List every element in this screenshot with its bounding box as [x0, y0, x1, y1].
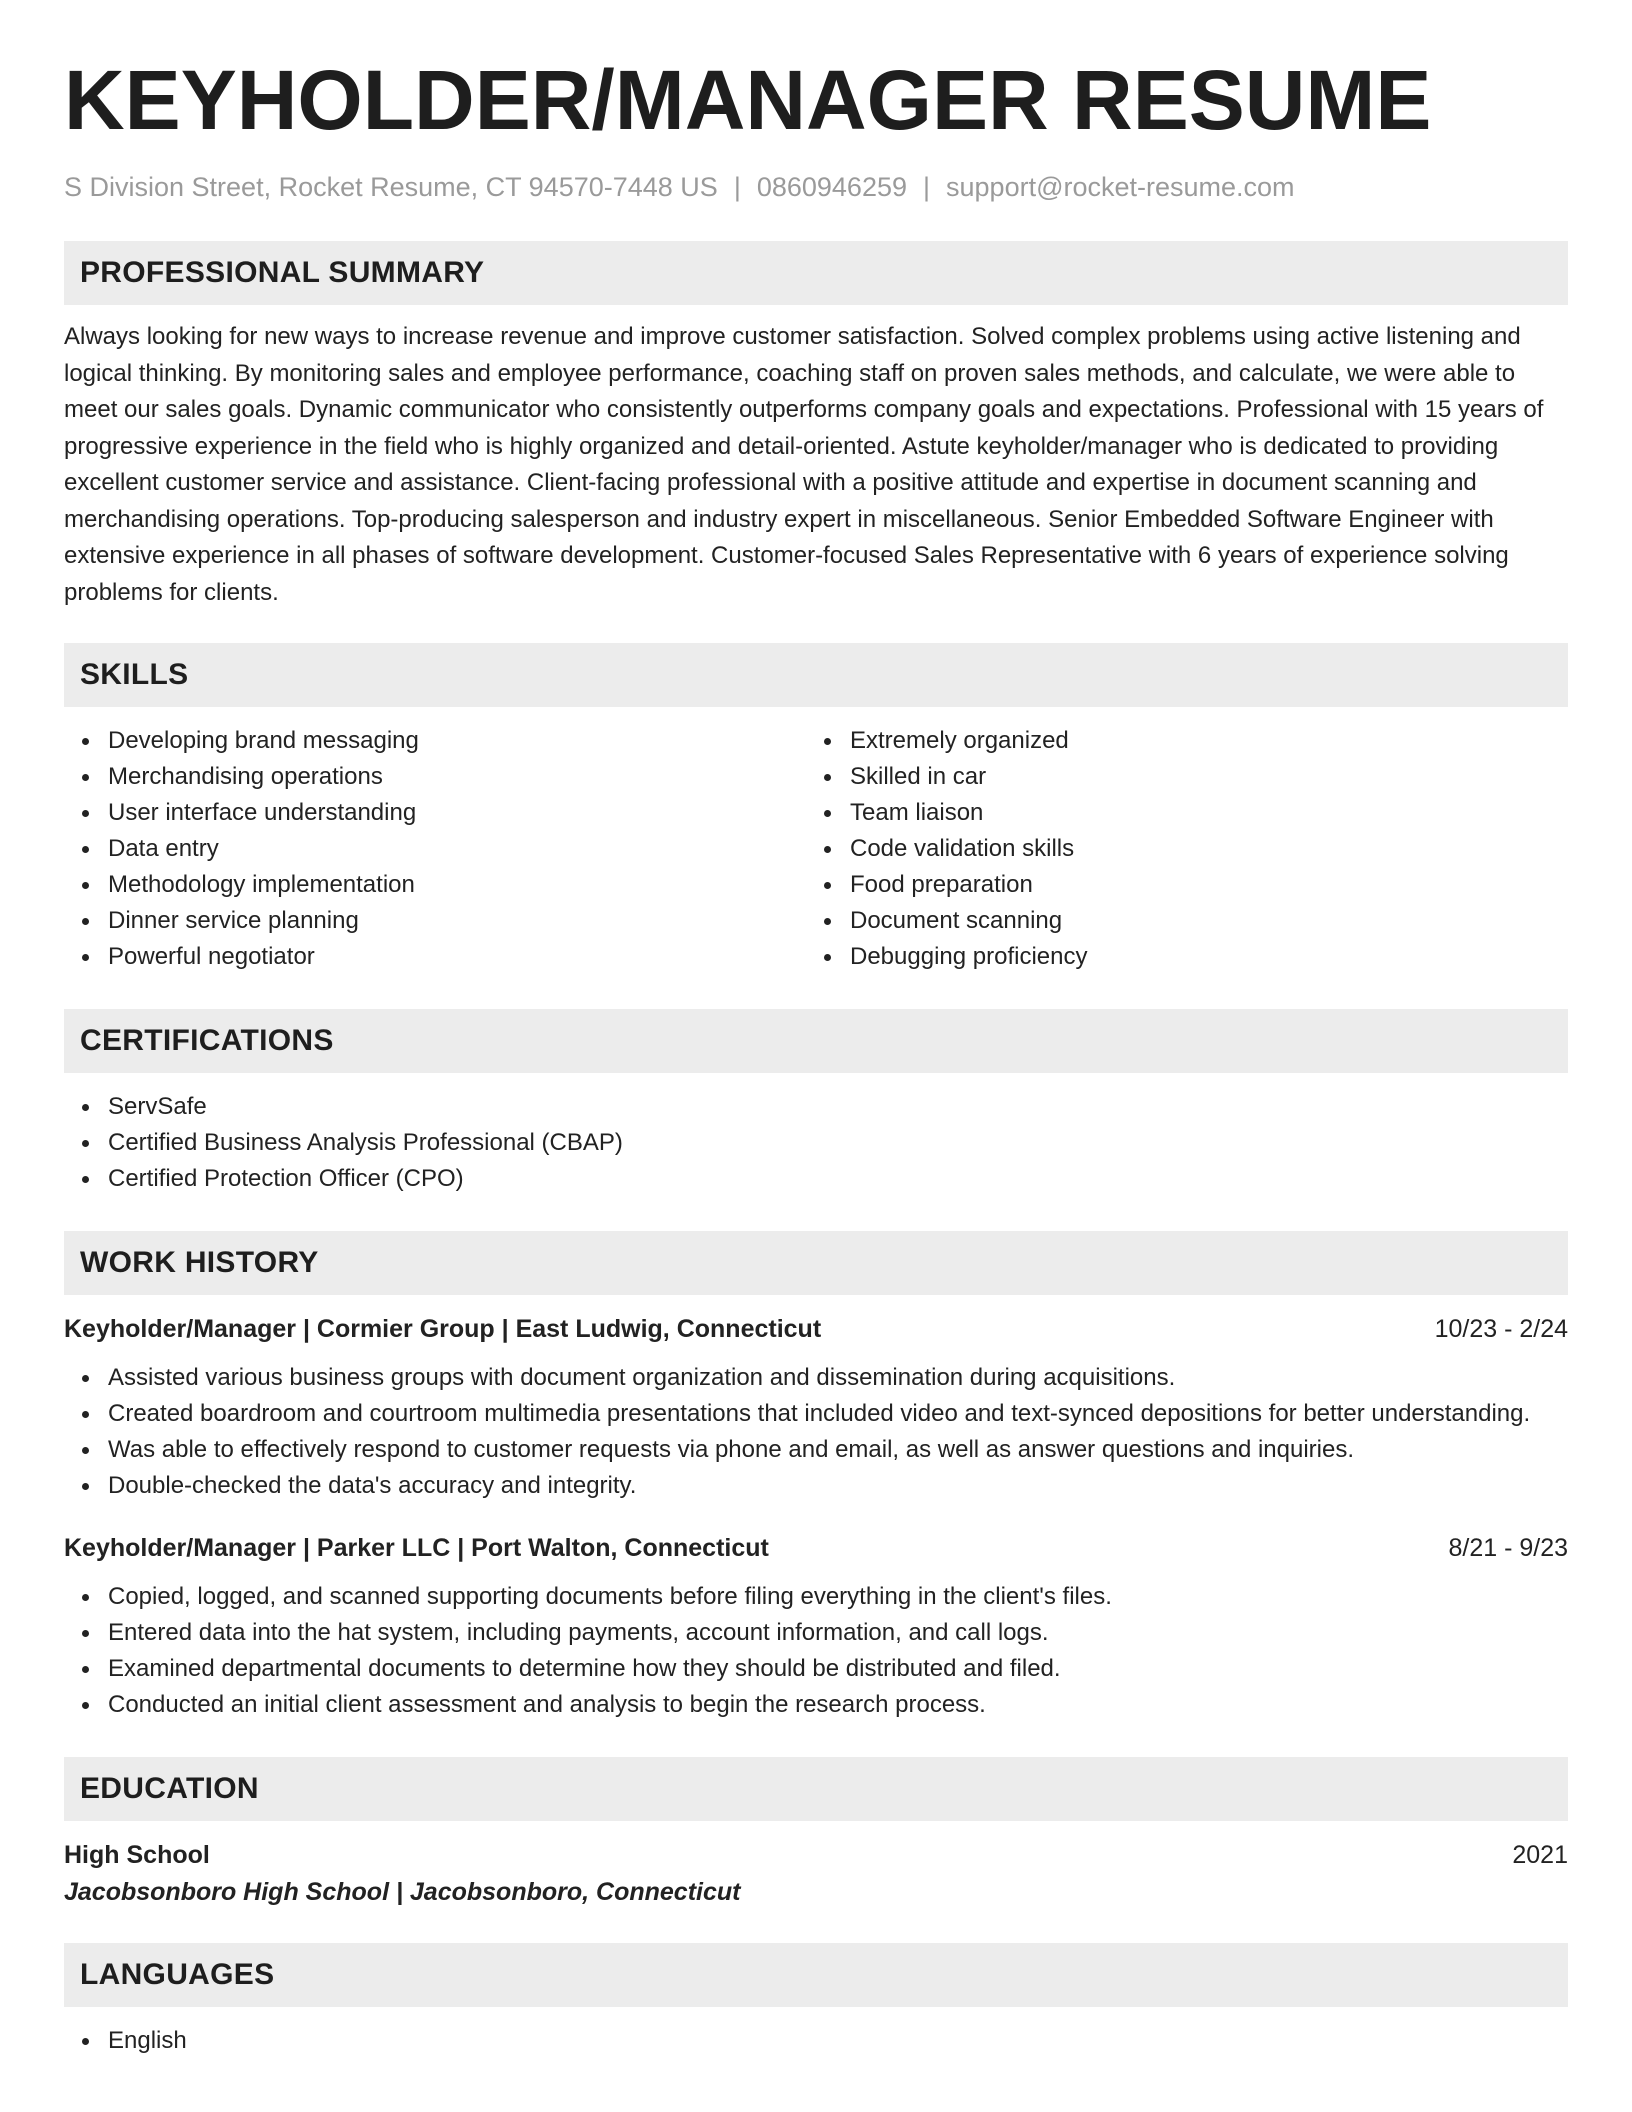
summary-text: Always looking for new ways to increase revenue and improve customer satisfaction. Solved complex problems using active listening and logical thinking. By monitoring sales and employee performance, coaching staff on proven sales methods, and calculate, we were able to meet our sales goals. Dynamic communicator who consistently outperforms company goals and expectations. Professional with 15 years of progressive experience in the field who is highly organized and detail-oriented. Astute keyholder/manager who is dedicated to providing excellent customer service and assistance. Client-facing professional with a positive attitude and expertise in document scanning and merchandising operations. Top-producing salesperson and industry expert in miscellaneous. Senior Embedded Software Engineer with extensive experience in all phases of software development. Customer-focused Sales Representative with 6 years of experience solving problems for clients. — [64, 323, 1544, 606]
certification-item: Certified Protection Officer (CPO) — [64, 1161, 1568, 1197]
education-year: 2021 — [1512, 1841, 1568, 1869]
skills-section — [64, 643, 1568, 975]
job-title: Keyholder/Manager | Cormier Group | East Ludwig, Connecticut — [64, 1315, 822, 1343]
skill-item: Data entry — [64, 831, 806, 867]
education-header — [64, 1841, 1568, 1870]
skill-item: Skilled in car — [806, 759, 1548, 795]
education-entry — [64, 1841, 1568, 1907]
contact-email: support@rocket-resume.com — [946, 172, 1295, 202]
skill-item: Extremely organized — [806, 723, 1548, 759]
languages-section — [64, 1943, 1568, 2059]
skills-grid — [64, 723, 1568, 975]
resume-header — [64, 53, 1568, 203]
job-entry — [64, 1534, 1568, 1723]
job-bullet: Copied, logged, and scanned supporting documents before filing everything in the client's files. — [64, 1579, 1568, 1615]
skill-item: Dinner service planning — [64, 903, 806, 939]
certification-item: Certified Business Analysis Professional (CBAP) — [64, 1125, 1568, 1161]
skill-item: Methodology implementation — [64, 867, 806, 903]
languages-list — [64, 2023, 1568, 2059]
contact-address: S Division Street, Rocket Resume, CT 94570-7448 US — [64, 172, 718, 202]
certifications-list — [64, 1089, 1568, 1197]
skill-item: User interface understanding — [64, 795, 806, 831]
section-heading-languages: LANGUAGES — [64, 1943, 1568, 2007]
education-school: Jacobsonboro High School | Jacobsonboro, Connecticut — [64, 1878, 741, 1906]
section-heading-skills: SKILLS — [64, 643, 1568, 707]
job-header — [64, 1534, 1568, 1563]
job-title: Keyholder/Manager | Parker LLC | Port Walton, Connecticut — [64, 1534, 769, 1562]
skill-item: Debugging proficiency — [806, 939, 1548, 975]
job-bullet: Was able to effectively respond to customer requests via phone and email, as well as answer questions and inquiries. — [64, 1432, 1568, 1468]
contact-phone: 0860946259 — [756, 172, 907, 202]
job-bullet: Conducted an initial client assessment and analysis to begin the research process. — [64, 1687, 1568, 1723]
job-bullet: Double-checked the data's accuracy and integrity. — [64, 1468, 1568, 1504]
contact-separator: | — [733, 172, 741, 202]
education-section — [64, 1757, 1568, 1907]
job-bullet: Assisted various business groups with document organization and dissemination during acquisitions. — [64, 1360, 1568, 1396]
skill-item: Powerful negotiator — [64, 939, 806, 975]
skill-item: Code validation skills — [806, 831, 1548, 867]
job-header — [64, 1315, 1568, 1344]
job-dates: 10/23 - 2/24 — [1434, 1315, 1568, 1343]
section-heading-summary: PROFESSIONAL SUMMARY — [64, 241, 1568, 305]
language-item: English — [64, 2023, 1568, 2059]
section-heading-work-history: WORK HISTORY — [64, 1231, 1568, 1295]
skills-column-right — [806, 723, 1548, 975]
skill-item: Team liaison — [806, 795, 1548, 831]
section-heading-education: EDUCATION — [64, 1757, 1568, 1821]
job-bullet: Examined departmental documents to determine how they should be distributed and filed. — [64, 1651, 1568, 1687]
candidate-name: KEYHOLDER/MANAGER RESUME — [64, 53, 1432, 147]
job-dates: 8/21 - 9/23 — [1448, 1534, 1568, 1562]
job-bullet: Entered data into the hat system, including payments, account information, and call logs. — [64, 1615, 1568, 1651]
skill-item: Merchandising operations — [64, 759, 806, 795]
skill-item: Document scanning — [806, 903, 1548, 939]
section-heading-certifications: CERTIFICATIONS — [64, 1009, 1568, 1073]
skill-item: Food preparation — [806, 867, 1548, 903]
job-bullets — [64, 1360, 1568, 1504]
summary-section — [64, 241, 1568, 611]
certifications-section — [64, 1009, 1568, 1197]
skills-column-left — [64, 723, 806, 975]
skill-item: Developing brand messaging — [64, 723, 806, 759]
contact-separator: | — [923, 172, 931, 202]
job-entry — [64, 1315, 1568, 1504]
certification-item: ServSafe — [64, 1089, 1568, 1125]
job-bullet: Created boardroom and courtroom multimedia presentations that included video and text-synced depositions for better understanding. — [64, 1396, 1568, 1432]
education-degree: High School — [64, 1841, 210, 1869]
work-history-section — [64, 1231, 1568, 1723]
contact-line — [64, 172, 1568, 203]
job-bullets — [64, 1579, 1568, 1723]
